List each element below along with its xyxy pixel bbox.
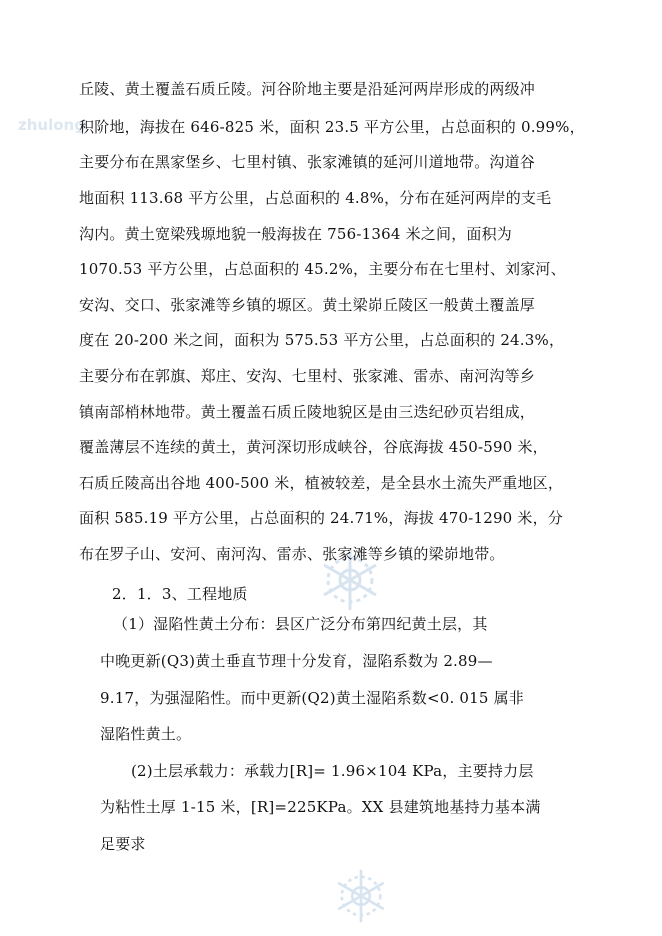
paragraph-line: 为粘性土厚 1-15 米，[R]=225KPa。XX 县建筑地基持力基本满 — [100, 798, 541, 816]
paragraph-line: 9.17，为强湿陷性。而中更新(Q2)黄土湿陷系数<0. 015 属非 — [100, 689, 524, 707]
paragraph-line: 镇南部梢林地带。黄土覆盖石质丘陵地貌区是由三迭纪砂页岩组成， — [79, 403, 536, 421]
paragraph-line: （1）湿陷性黄土分布：县区广泛分布第四纪黄土层，其 — [113, 615, 488, 633]
paragraph-line: 主要分布在黑家堡乡、七里村镇、张家滩镇的延河川道地带。沟道谷 — [79, 153, 536, 171]
paragraph-line: 石质丘陵高出谷地 400-500 米，植被较差，是全县水土流失严重地区， — [79, 474, 564, 492]
paragraph-line: 足要求 — [100, 835, 146, 853]
paragraph-line: 安沟、交口、张家滩等乡镇的塬区。黄土梁峁丘陵区一般黄土覆盖厚 — [79, 296, 536, 314]
paragraph-line: 积阶地，海拔在 646-825 米，面积 23.5 平方公里，占总面积的 0.99%， — [79, 118, 585, 136]
paragraph-line: (2)土层承载力：承载力[R]= 1.96×104 KPa，主要持力层 — [131, 762, 534, 780]
paragraph-line: 1070.53 平方公里，占总面积的 45.2%，主要分布在七里村、刘家河、 — [79, 260, 566, 278]
section-heading: 2．1．3、工程地质 — [112, 585, 248, 603]
paragraph-line: 度在 20-200 米之间，面积为 575.53 平方公里，占总面积的 24.3%， — [79, 331, 565, 349]
watermark-text: zhulong — [18, 116, 85, 134]
paragraph-line: 丘陵、黄土覆盖石质丘陵。河谷阶地主要是沿延河两岸形成的两级冲 — [79, 80, 536, 98]
paragraph-line: 地面积 113.68 平方公里，占总面积的 4.8%，分布在延河两岸的支毛 — [79, 189, 552, 207]
paragraph-line: 覆盖薄层不连续的黄土，黄河深切形成峡谷，谷底海拔 450-590 米， — [79, 438, 548, 456]
paragraph-line: 湿陷性黄土。 — [100, 725, 192, 743]
paragraph-line: 面积 585.19 平方公里，占总面积的 24.71%，海拔 470-1290 米，分 — [79, 509, 563, 527]
paragraph-line: 布在罗子山、安河、南河沟、雷赤、张家滩等乡镇的梁峁地带。 — [79, 545, 505, 563]
paragraph-line: 中晚更新(Q3)黄土垂直节理十分发育，湿陷系数为 2.89— — [100, 652, 493, 670]
paragraph-line: 沟内。黄土宽梁残塬地貌一般海拔在 756-1364 米之间，面积为 — [79, 225, 513, 243]
snowflake-watermark-icon — [333, 868, 389, 924]
paragraph-line: 主要分布在郭旗、郑庄、安沟、七里村、张家滩、雷赤、南河沟等乡 — [79, 367, 536, 385]
